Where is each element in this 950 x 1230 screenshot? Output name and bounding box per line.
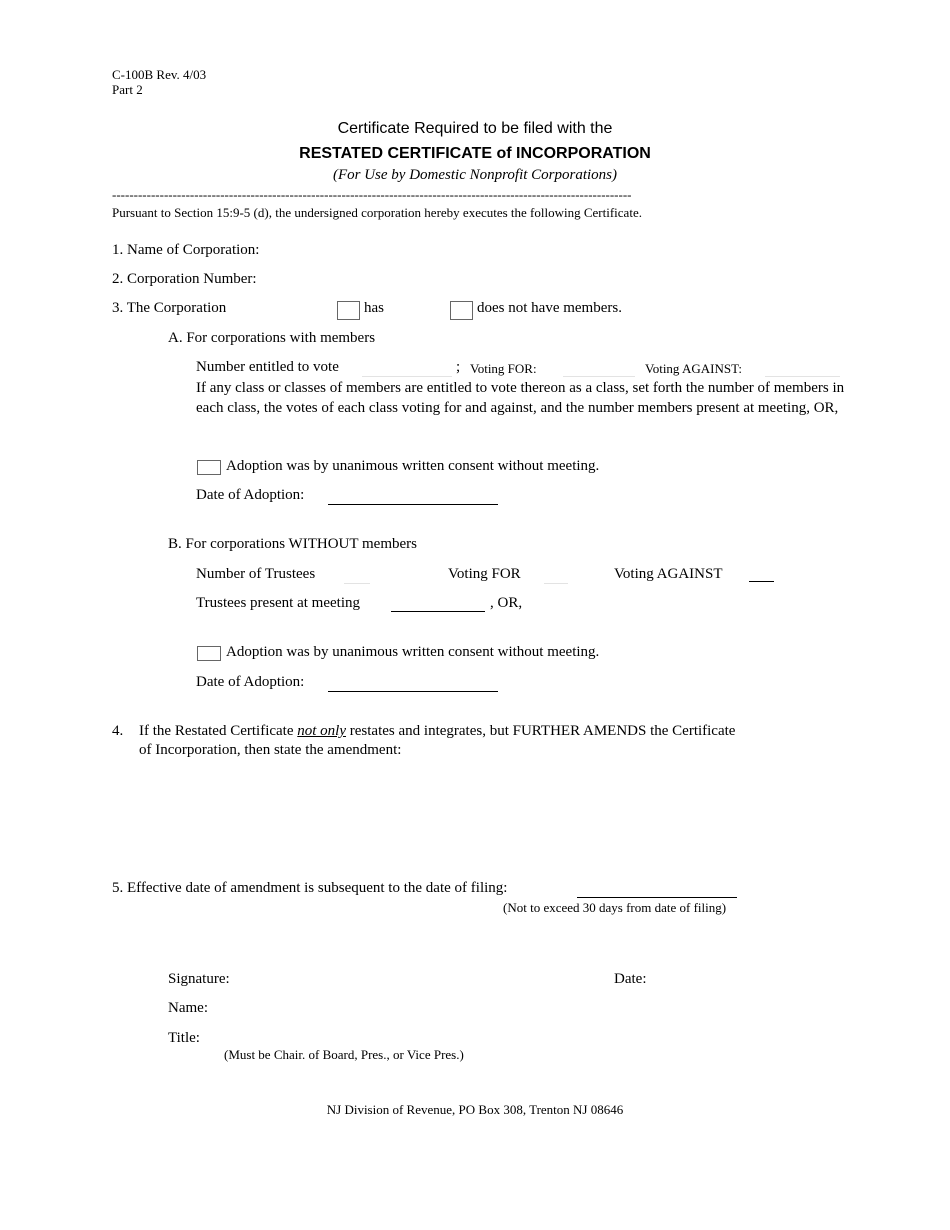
voting-for-label: Voting FOR: <box>470 361 537 376</box>
trustees-voting-for-label: Voting FOR <box>448 566 521 582</box>
number-of-trustees-label: Number of Trustees <box>196 566 316 582</box>
item-5-label: 5. Effective date of amendment is subsequent to the date of filing: <box>112 880 508 896</box>
number-of-trustees-field[interactable] <box>344 567 370 584</box>
form-part: Part 2 <box>112 82 143 97</box>
section-a-instructions: If any class or classes of members are entitled to vote thereon as a class, set forth the number of members in each class, the votes of each class voting for and against, and the number members present at meeting, OR, <box>196 380 845 416</box>
section-a-heading: A. For corporations with members <box>168 330 376 346</box>
no-members-checkbox[interactable] <box>450 301 473 320</box>
title-line-3: (For Use by Domestic Nonprofit Corporations) <box>332 167 618 183</box>
unanimous-consent-label-b: Adoption was by unanimous written consent without meeting. <box>226 644 600 660</box>
number-entitled-label: Number entitled to vote <box>196 359 339 375</box>
unanimous-consent-checkbox-b[interactable] <box>197 646 221 661</box>
title-label: Title: <box>168 1030 200 1046</box>
voting-against-field[interactable] <box>765 360 840 377</box>
item-3-label: 3. The Corporation <box>112 300 227 316</box>
title-line-1: Certificate Required to be filed with the <box>337 120 613 137</box>
item-1-label: 1. Name of Corporation: <box>112 242 260 258</box>
date-of-adoption-field-b[interactable] <box>328 675 498 692</box>
does-not-have-label: does not have members. <box>477 300 622 316</box>
item-4-number: 4. <box>112 723 124 739</box>
footer-address: NJ Division of Revenue, PO Box 308, Trenton NJ 08646 <box>326 1102 624 1117</box>
name-field[interactable] <box>218 1001 588 1018</box>
trustees-present-label: Trustees present at meeting <box>196 595 360 611</box>
voting-for-field[interactable] <box>563 360 635 377</box>
signature-date-label: Date: <box>614 971 647 987</box>
date-of-adoption-field-a[interactable] <box>328 488 498 505</box>
unanimous-consent-checkbox-a[interactable] <box>197 460 221 475</box>
semicolon: ; <box>456 359 461 375</box>
corporation-number-field[interactable] <box>286 272 586 289</box>
has-members-checkbox[interactable] <box>337 301 360 320</box>
item-4-line-1 <box>139 723 735 740</box>
form-code: C-100B Rev. 4/03 <box>112 67 207 82</box>
intro-text: Pursuant to Section 15:9-5 (d), the undersigned corporation hereby executes the following Certificate. <box>112 205 642 220</box>
name-label: Name: <box>168 1000 208 1016</box>
signature-date-field[interactable] <box>656 972 836 989</box>
date-of-adoption-label-b: Date of Adoption: <box>196 674 305 690</box>
has-label: has <box>364 300 384 316</box>
signature-label: Signature: <box>168 971 230 987</box>
section-b-heading: B. For corporations WITHOUT members <box>168 536 417 552</box>
item-4-pre: If the Restated Certificate <box>139 723 298 739</box>
trustees-voting-against-label: Voting AGAINST <box>614 566 723 582</box>
number-entitled-field[interactable] <box>362 360 452 377</box>
item-4-line-2: of Incorporation, then state the amendment: <box>139 742 402 758</box>
signature-field[interactable] <box>242 972 592 989</box>
separator-line: ------------------------------------------------------------------------------------------------------------------------ <box>112 187 632 202</box>
title-field[interactable] <box>210 1031 580 1048</box>
effective-date-note: (Not to exceed 30 days from date of filing) <box>503 900 727 915</box>
title-line-2: RESTATED CERTIFICATE of INCORPORATION <box>299 145 651 162</box>
or-label: , OR, <box>490 595 523 611</box>
amendment-text-area[interactable] <box>139 765 819 866</box>
title-note: (Must be Chair. of Board, Pres., or Vice Pres.) <box>224 1047 464 1062</box>
trustees-voting-for-field[interactable] <box>544 567 568 584</box>
name-of-corporation-field[interactable] <box>290 243 790 260</box>
effective-date-field[interactable] <box>577 881 737 898</box>
item-4-post: restates and integrates, but FURTHER AMENDS the Certificate <box>346 723 736 739</box>
trustees-present-field[interactable] <box>391 596 485 612</box>
voting-against-label: Voting AGAINST: <box>645 361 742 376</box>
date-of-adoption-label-a: Date of Adoption: <box>196 487 305 503</box>
item-4-emphasis: not only <box>297 723 347 739</box>
unanimous-consent-label-a: Adoption was by unanimous written consent without meeting. <box>226 458 600 474</box>
item-2-label: 2. Corporation Number: <box>112 271 257 287</box>
trustees-voting-against-field[interactable] <box>749 567 774 582</box>
